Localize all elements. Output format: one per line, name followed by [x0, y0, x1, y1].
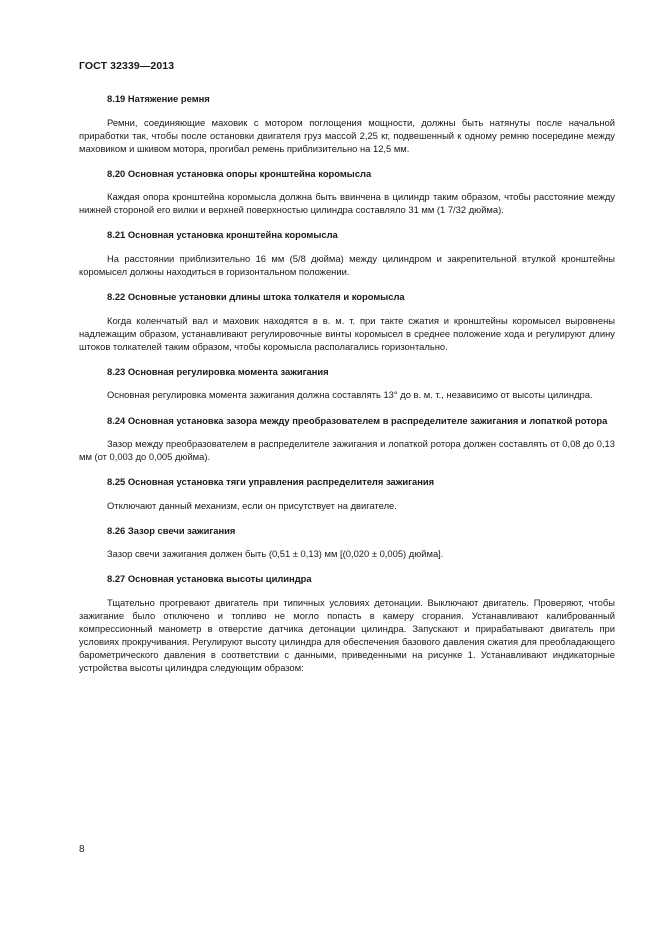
document-header: ГОСТ 32339—2013 [79, 60, 175, 72]
section-heading: 8.21 Основная установка кронштейна коромысла [107, 229, 338, 241]
section-heading: 8.22 Основные установки длины штока толкателя и коромысла [107, 291, 405, 303]
section-8-25 [79, 476, 615, 512]
section-paragraph: Основная регулировка момента зажигания должна составлять 13° до в. м. т., независимо от высоты цилиндра. [107, 389, 593, 401]
section-heading: 8.19 Натяжение ремня [107, 93, 210, 104]
section-paragraph: Когда коленчатый вал и маховик находятся в в. м. т. при такте сжатия и кронштейны коромысел выровнены надлежащим образом, устанавливают регулировочные винты коромысел в среднее положение хода и регулируют длину штоков толкателей таким образом, чтобы коромысла располагались горизонтально. [79, 314, 615, 352]
section-8-27 [79, 573, 615, 674]
section-8-21 [79, 229, 615, 278]
section-paragraph: Отключают данный механизм, если он присутствует на двигателе. [107, 499, 397, 511]
section-paragraph: На расстоянии приблизительно 16 мм (5/8 дюйма) между цилиндром и закрепительной втулкой кронштейны коромысел должны находиться в горизонтальном положении. [79, 252, 615, 278]
section-heading: 8.24 Основная установка зазора между преобразователем в распределителе зажигания и лопаткой ротора [107, 414, 608, 426]
section-8-26 [79, 525, 615, 561]
section-paragraph: Тщательно прогревают двигатель при типичных условиях детонации. Выключают двигатель. Проверяют, чтобы зажигание было отключено и топливо не могло попасть в камеру сгорания. Устанавливают калиброванный компрессионный манометр в отверстие датчика детонации цилиндра. Запускают и прирабатывают двигатель при условиях прокручивания. Регулируют высоту цилиндра для обеспечения базового давления сжатия для преобладающего барометрического давления в соответствии с данными, приведенными на рисунке 1. Устанавливают индикаторные устройства высоты цилиндра следующим образом: [79, 596, 615, 674]
section-8-23 [79, 366, 615, 402]
section-heading: 8.25 Основная установка тяги управления распределителя зажигания [107, 476, 435, 488]
section-8-20 [79, 168, 615, 217]
section-8-19 [79, 93, 615, 155]
section-8-22 [79, 291, 615, 353]
page-number: 8 [79, 844, 85, 855]
section-paragraph: Ремни, соединяющие маховик с мотором поглощения мощности, должны быть натянуты после начальной приработки так, чтобы после остановки двигателя груз массой 2,25 кг, подвешенный к одному ремню посередине между маховиком и шкивом мотора, прогибал ремень приблизительно на 12,5 мм. [79, 116, 615, 154]
section-paragraph: Зазор свечи зажигания должен быть (0,51 ± 0,13) мм [(0,020 ± 0,005) дюйма]. [107, 548, 444, 560]
section-heading: 8.23 Основная регулировка момента зажигания [107, 365, 329, 377]
section-paragraph: Зазор между преобразователем в распределителе зажигания и лопаткой ротора должен составлять от 0,08 до 0,13 мм (от 0,003 до 0,005 дюйма). [79, 438, 615, 463]
section-heading: 8.26 Зазор свечи зажигания [107, 524, 236, 536]
section-heading: 8.20 Основная установка опоры кронштейна коромысла [107, 167, 372, 179]
section-8-24 [79, 415, 615, 464]
section-heading: 8.27 Основная установка высоты цилиндра [107, 573, 312, 585]
section-paragraph: Каждая опора кронштейна коромысла должна быть ввинчена в цилиндр таким образом, чтобы расстояние между нижней стороной его вилки и верхней поверхностью цилиндра составляло 31 мм (1 7/32 дюйма). [79, 191, 615, 216]
document-body [79, 93, 615, 687]
